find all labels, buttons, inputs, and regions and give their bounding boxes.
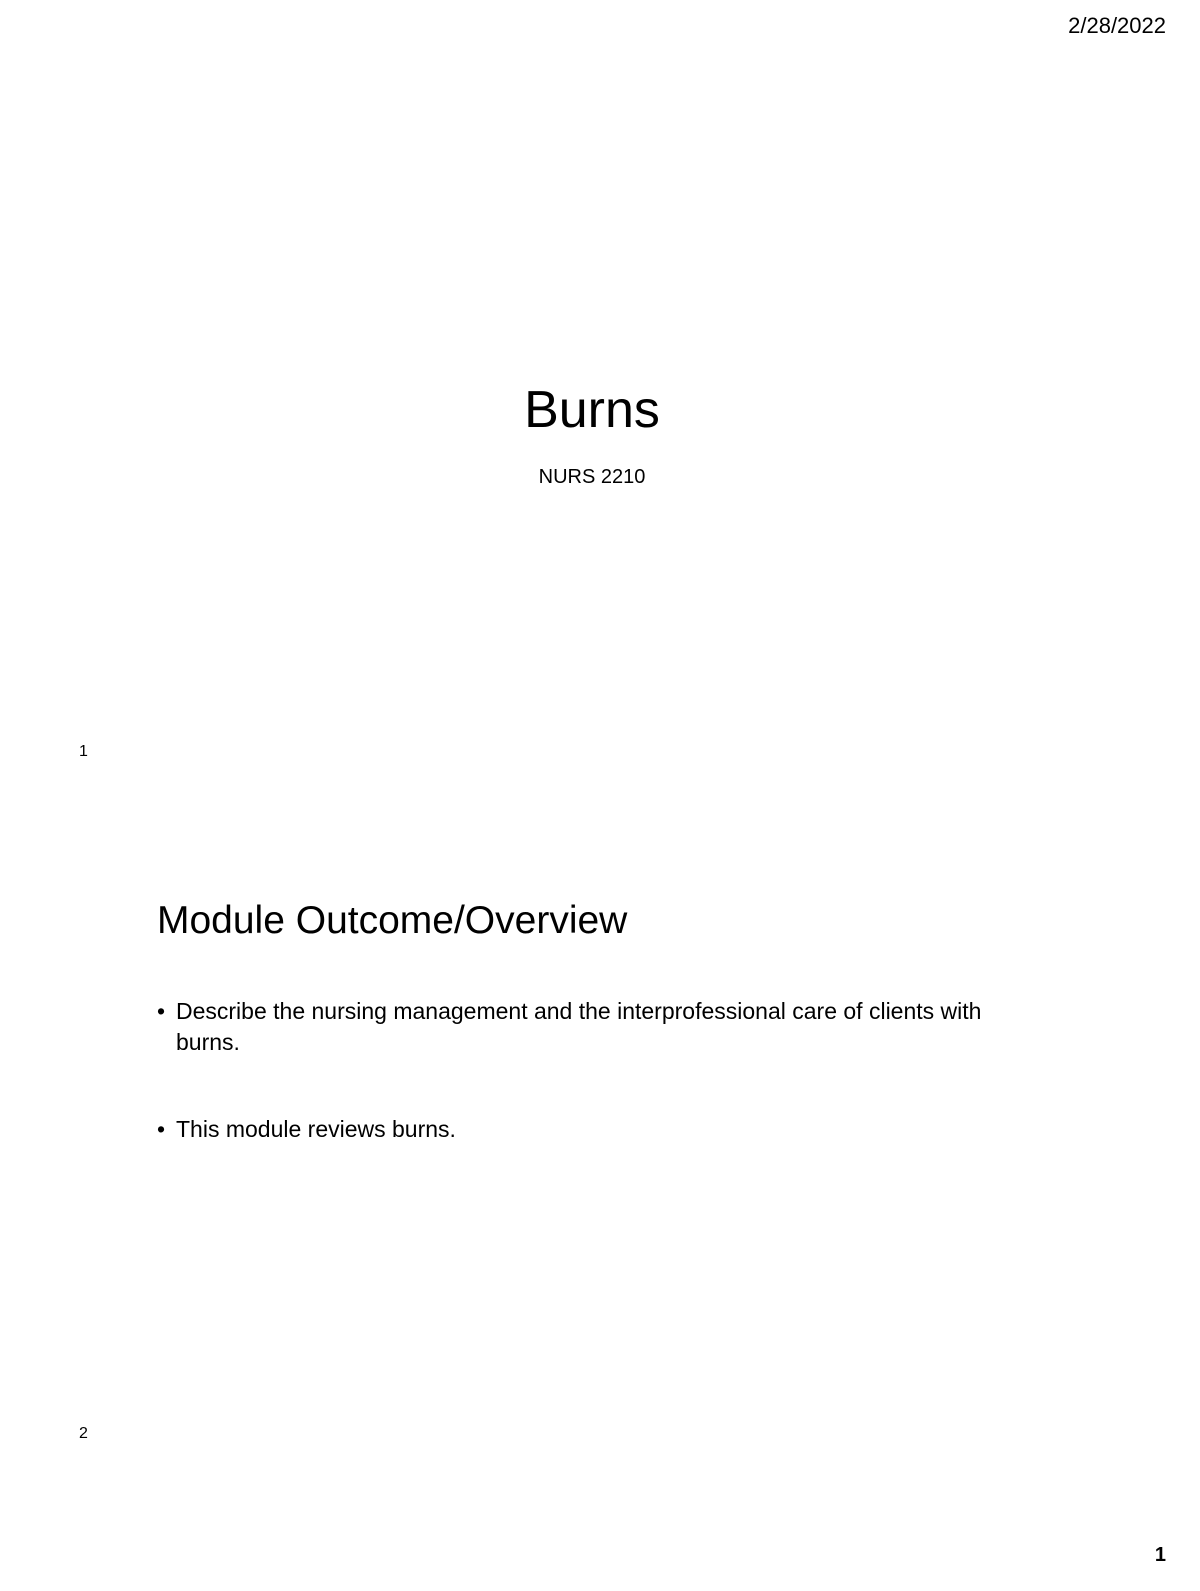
page-date: 2/28/2022 — [1068, 13, 1166, 38]
page-number: 1 — [1154, 1544, 1166, 1566]
slide-2-number: 2 — [79, 1425, 88, 1442]
bullet-icon: • — [157, 1116, 166, 1142]
bullet-text: This module reviews burns. — [176, 1116, 456, 1142]
slide-1-subtitle: NURS 2210 — [538, 466, 646, 488]
slide-1-title: Burns — [524, 381, 660, 439]
slide-1-number: 1 — [79, 743, 88, 760]
bullet-item — [157, 1114, 1027, 1145]
bullet-icon: • — [157, 998, 166, 1024]
slide-2-bullet-list — [157, 996, 1027, 1201]
slide-2-title: Module Outcome/Overview — [157, 899, 628, 942]
bullet-text: Describe the nursing management and the interprofessional care of clients with burns. — [176, 998, 982, 1055]
bullet-item — [157, 996, 1027, 1058]
